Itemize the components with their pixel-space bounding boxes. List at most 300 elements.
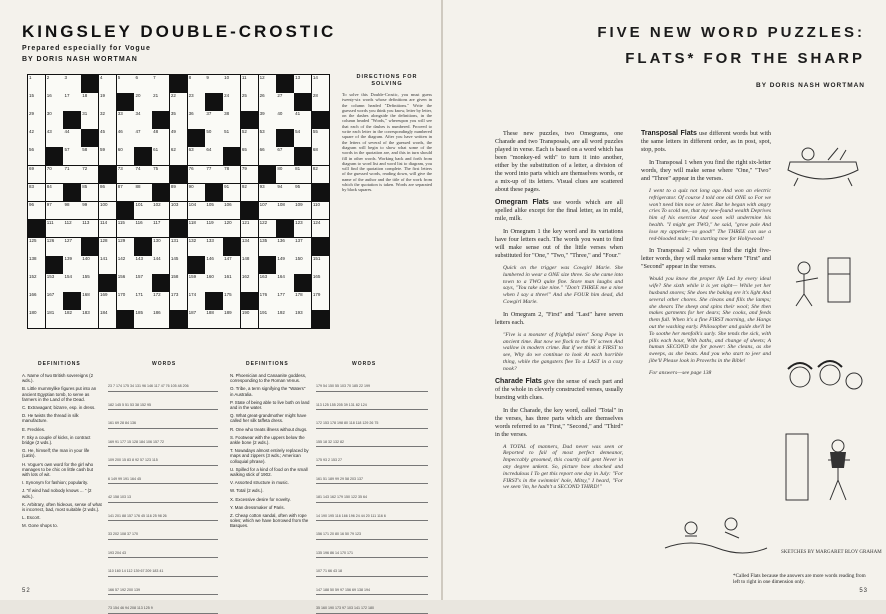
left-page <box>0 0 441 610</box>
grid-square-number: 47 <box>135 129 141 135</box>
grid-square[interactable] <box>205 310 222 328</box>
grid-square-number: 151 <box>312 256 321 262</box>
grid-square[interactable] <box>46 166 63 184</box>
grid-square[interactable] <box>223 184 240 202</box>
grid-square-number: 51 <box>224 129 230 135</box>
grid-square[interactable] <box>223 93 240 111</box>
grid-square[interactable] <box>223 274 240 292</box>
word-answer-line[interactable]: 181 143 162 179 150 122 35 64 <box>316 484 428 503</box>
grid-square[interactable] <box>276 166 293 184</box>
grid-square[interactable] <box>259 111 276 129</box>
grid-square[interactable] <box>28 256 45 274</box>
grid-square[interactable] <box>170 202 187 220</box>
grid-square[interactable] <box>294 292 311 310</box>
grid-square-number: 49 <box>170 129 176 135</box>
grid-black-square <box>152 274 169 292</box>
grid-square[interactable] <box>28 184 45 202</box>
grid-square-number: 65 <box>241 147 247 153</box>
grid-square[interactable] <box>117 147 134 165</box>
grid-square[interactable] <box>312 147 329 165</box>
grid-square-number: 191 <box>259 310 268 316</box>
grid-square-number: 176 <box>259 292 268 298</box>
grid-square[interactable] <box>223 111 240 129</box>
grid-square-number: 178 <box>295 292 303 298</box>
grid-square[interactable] <box>259 184 276 202</box>
definition-item: V. Assorted structure in music. <box>230 480 289 486</box>
grid-square[interactable] <box>276 202 293 220</box>
article-title-line1: FIVE NEW WORD PUZZLES: <box>597 24 865 41</box>
grid-square-number: 180 <box>29 310 37 316</box>
grid-square[interactable] <box>205 256 222 274</box>
grid-square-number: 75 <box>153 165 159 171</box>
grid-square-number: 183 <box>82 310 90 316</box>
grid-square-number: 76 <box>188 165 194 171</box>
grid-square[interactable] <box>205 111 222 129</box>
word-answer-line[interactable]: 172 153 178 198 80 118 118 129 26 75 <box>316 410 428 429</box>
grid-square-number: 15 <box>29 93 35 99</box>
words-header-a: WORDS <box>152 361 177 367</box>
grid-square[interactable] <box>241 166 258 184</box>
grid-square[interactable] <box>152 292 169 310</box>
grid-square[interactable] <box>63 274 80 292</box>
grid-square[interactable] <box>241 75 258 93</box>
grid-square[interactable] <box>46 220 63 238</box>
grid-square-number: 63 <box>188 147 194 153</box>
grid-square[interactable] <box>134 256 151 274</box>
word-answer-line[interactable]: 161 51 189 99 29 58 203 137 <box>316 466 428 485</box>
grid-square-number: 39 <box>259 111 265 117</box>
grid-square[interactable] <box>241 129 258 147</box>
grid-square-number: 99 <box>82 201 88 207</box>
grid-square[interactable] <box>134 166 151 184</box>
grid-square[interactable] <box>241 220 258 238</box>
grid-square[interactable] <box>63 310 80 328</box>
grid-square[interactable] <box>241 184 258 202</box>
grid-square-number: 193 <box>295 310 303 316</box>
grid-square[interactable] <box>117 75 134 93</box>
grid-square-number: 22 <box>170 93 176 99</box>
article-column-1 <box>495 130 623 496</box>
grid-square[interactable] <box>46 292 63 310</box>
grid-square[interactable] <box>63 129 80 147</box>
grid-square[interactable] <box>259 93 276 111</box>
words-list-b <box>316 373 428 614</box>
grid-square[interactable] <box>81 202 98 220</box>
grid-square[interactable] <box>134 274 151 292</box>
grid-square[interactable] <box>152 129 169 147</box>
grid-square[interactable] <box>223 292 240 310</box>
grid-square[interactable] <box>46 129 63 147</box>
grid-square[interactable] <box>223 75 240 93</box>
grid-square[interactable] <box>294 166 311 184</box>
grid-square[interactable] <box>312 129 329 147</box>
grid-square[interactable] <box>223 202 240 220</box>
word-answer-line[interactable]: 73 154 46 94 208 113 125 9 <box>108 595 218 614</box>
grid-square[interactable] <box>134 292 151 310</box>
grid-square[interactable] <box>223 256 240 274</box>
grid-square[interactable] <box>205 238 222 256</box>
grid-square[interactable] <box>117 274 134 292</box>
grid-square[interactable] <box>205 129 222 147</box>
grid-square[interactable] <box>276 274 293 292</box>
grid-square[interactable] <box>223 220 240 238</box>
grid-square[interactable] <box>134 75 151 93</box>
puzzle-subtitle: Prepared especially for Vogue <box>22 45 151 52</box>
grid-square[interactable] <box>188 184 205 202</box>
grid-square-number: 162 <box>241 274 250 280</box>
grid-square[interactable] <box>99 310 116 328</box>
intro-paragraph: These new puzzles, two Omegrams, one Charade and two Transposals, are all word puzzles played in verse. Each is based on a word which has been "monkey-ed with" to turn it into another, either by the substitution of a letter, a division of the word into parts which are themselves words, or a mix-up of its letters. Visual clues are scattered about these pages. <box>495 130 623 193</box>
grid-square[interactable] <box>117 111 134 129</box>
grid-square[interactable] <box>152 238 169 256</box>
grid-square[interactable] <box>28 111 45 129</box>
word-answer-line[interactable]: 161 69 28 84 136 <box>108 410 218 429</box>
grid-square-number: 137 <box>295 238 303 244</box>
grid-square[interactable] <box>46 75 63 93</box>
grid-square-number: 53 <box>259 129 265 135</box>
grid-square[interactable] <box>294 202 311 220</box>
grid-square[interactable] <box>63 93 80 111</box>
word-answer-line[interactable]: 35 160 190 173 97 103 141 172 180 <box>316 595 428 614</box>
grid-square[interactable] <box>117 129 134 147</box>
word-answer-line[interactable]: 33 202 108 37 170 <box>108 521 218 540</box>
word-answer-line[interactable]: 6 149 99 191 164 45 <box>108 466 218 485</box>
grid-square[interactable] <box>170 256 187 274</box>
grid-square[interactable] <box>81 292 98 310</box>
grid-square[interactable] <box>276 238 293 256</box>
grid-square-number: 109 <box>295 201 303 207</box>
definition-item: W. Total (2 wds.). <box>230 488 264 494</box>
grid-square[interactable] <box>46 111 63 129</box>
grid-square[interactable] <box>188 93 205 111</box>
grid-square[interactable] <box>152 93 169 111</box>
grid-square[interactable] <box>170 238 187 256</box>
grid-square[interactable] <box>188 166 205 184</box>
grid-square[interactable] <box>99 129 116 147</box>
grid-square[interactable] <box>312 75 329 93</box>
grid-square[interactable] <box>241 310 258 328</box>
word-answer-line[interactable]: 182 145 5 51 53 38 152 95 <box>108 392 218 411</box>
grid-square[interactable] <box>28 166 45 184</box>
grid-square[interactable] <box>99 75 116 93</box>
grid-square[interactable] <box>152 166 169 184</box>
grid-square[interactable] <box>170 147 187 165</box>
grid-square[interactable] <box>99 256 116 274</box>
grid-square[interactable] <box>99 220 116 238</box>
grid-square[interactable] <box>81 111 98 129</box>
sketch-credit: SKETCHES BY MARGARET BLOY GRAHAM <box>781 550 882 555</box>
grid-square[interactable] <box>170 274 187 292</box>
grid-square[interactable] <box>134 220 151 238</box>
grid-square[interactable] <box>241 147 258 165</box>
grid-square-number: 104 <box>188 201 197 207</box>
grid-square[interactable] <box>223 310 240 328</box>
grid-square[interactable] <box>205 202 222 220</box>
grid-square[interactable] <box>117 238 134 256</box>
word-answer-line[interactable]: 42 158 103 13 <box>108 484 218 503</box>
grid-square[interactable] <box>152 147 169 165</box>
grid-square[interactable] <box>81 93 98 111</box>
grid-square[interactable] <box>276 93 293 111</box>
grid-square[interactable] <box>259 147 276 165</box>
grid-square[interactable] <box>241 93 258 111</box>
grid-square[interactable] <box>152 220 169 238</box>
grid-square-number: 94 <box>277 183 283 189</box>
grid-square[interactable] <box>81 256 98 274</box>
grid-square-number: 42 <box>29 129 35 135</box>
grid-square[interactable] <box>205 166 222 184</box>
grid-square[interactable] <box>188 147 205 165</box>
grid-square[interactable] <box>134 184 151 202</box>
grid-square[interactable] <box>188 111 205 129</box>
grid-square[interactable] <box>188 292 205 310</box>
grid-square[interactable] <box>117 184 134 202</box>
grid-square[interactable] <box>63 202 80 220</box>
grid-square-number: 148 <box>241 256 250 262</box>
definition-item: T. Nowadays almost entirely replaced by maps and zippers (3 wds.; American colloquial phrase). <box>230 448 309 464</box>
grid-square[interactable] <box>294 238 311 256</box>
grid-square[interactable] <box>259 238 276 256</box>
grid-square[interactable] <box>294 256 311 274</box>
word-answer-line[interactable]: 169 91 177 15 128 184 106 157 72 <box>108 429 218 448</box>
grid-square[interactable] <box>312 202 329 220</box>
grid-square[interactable] <box>241 238 258 256</box>
grid-square[interactable] <box>205 147 222 165</box>
grid-square-number: 187 <box>188 310 197 316</box>
grid-square-number: 103 <box>170 201 179 207</box>
grid-square[interactable] <box>312 256 329 274</box>
grid-black-square <box>63 184 80 202</box>
grid-square[interactable] <box>170 111 187 129</box>
grid-square[interactable] <box>46 202 63 220</box>
grid-square[interactable] <box>46 184 63 202</box>
grid-square[interactable] <box>188 75 205 93</box>
grid-square[interactable] <box>259 292 276 310</box>
grid-square[interactable] <box>134 111 151 129</box>
grid-square-number: 116 <box>135 219 143 225</box>
grid-square[interactable] <box>152 202 169 220</box>
grid-square[interactable] <box>312 166 329 184</box>
word-answer-line[interactable]: 23 7 174 175 34 131 96 146 117 47 76 105 48 206 <box>108 373 218 392</box>
grid-square[interactable] <box>63 220 80 238</box>
grid-square-number: 172 <box>153 292 161 298</box>
grid-square[interactable] <box>188 202 205 220</box>
grid-square[interactable] <box>99 238 116 256</box>
grid-square-number: 86 <box>99 183 105 189</box>
grid-square[interactable] <box>28 274 45 292</box>
omegram-text: use words which are all spelled alike except for the final letter, as in mild, mile, milk. <box>495 199 623 222</box>
grid-square[interactable] <box>294 310 311 328</box>
omegram-section <box>495 199 623 223</box>
grid-square[interactable] <box>205 274 222 292</box>
grid-square[interactable] <box>152 75 169 93</box>
grid-square-number: 143 <box>135 256 143 262</box>
grid-square-number: 135 <box>259 238 268 244</box>
grid-square[interactable] <box>259 202 276 220</box>
grid-square[interactable] <box>294 75 311 93</box>
grid-square[interactable] <box>276 292 293 310</box>
grid-square[interactable] <box>276 310 293 328</box>
grid-black-square <box>241 202 258 220</box>
grid-square[interactable] <box>134 202 151 220</box>
grid-square[interactable] <box>46 238 63 256</box>
grid-square[interactable] <box>28 238 45 256</box>
word-answer-line[interactable]: 175 93 2 153 27 <box>316 447 428 466</box>
grid-square[interactable] <box>188 220 205 238</box>
grid-square[interactable] <box>223 166 240 184</box>
grid-square-number: 149 <box>277 256 285 262</box>
grid-square[interactable] <box>276 184 293 202</box>
grid-square[interactable] <box>312 274 329 292</box>
grid-square[interactable] <box>28 75 45 93</box>
grid-square[interactable] <box>152 310 169 328</box>
grid-square-number: 87 <box>117 183 123 189</box>
words-list-a <box>108 373 218 614</box>
grid-square[interactable] <box>259 310 276 328</box>
grid-square[interactable] <box>81 184 98 202</box>
grid-square-number: 56 <box>29 147 35 153</box>
grid-square[interactable] <box>46 310 63 328</box>
grid-square[interactable] <box>205 75 222 93</box>
omegram2-paragraph: In Omegram 2, "First" and "Last" have seven letters each. <box>495 310 623 326</box>
words-header-b: WORDS <box>352 361 377 367</box>
grid-square[interactable] <box>259 220 276 238</box>
grid-square[interactable] <box>294 129 311 147</box>
grid-square-number: 52 <box>241 129 247 135</box>
grid-square[interactable] <box>134 310 151 328</box>
grid-square[interactable] <box>28 147 45 165</box>
grid-square[interactable] <box>63 75 80 93</box>
grid-square[interactable] <box>134 93 151 111</box>
grid-square[interactable] <box>81 220 98 238</box>
grid-square[interactable] <box>46 93 63 111</box>
grid-square[interactable] <box>63 238 80 256</box>
grid-square[interactable] <box>241 256 258 274</box>
grid-square[interactable] <box>152 256 169 274</box>
grid-square[interactable] <box>117 292 134 310</box>
word-answer-line[interactable]: 156 171 20 80 16 50 79 123 <box>316 521 428 540</box>
grid-square[interactable] <box>63 256 80 274</box>
grid-square[interactable] <box>259 75 276 93</box>
grid-square[interactable] <box>170 184 187 202</box>
grid-square[interactable] <box>241 274 258 292</box>
grid-square[interactable] <box>117 256 134 274</box>
grid-square[interactable] <box>188 238 205 256</box>
grid-square[interactable] <box>170 93 187 111</box>
grid-square[interactable] <box>188 310 205 328</box>
grid-square-number: 5 <box>117 75 121 80</box>
grid-square[interactable] <box>81 166 98 184</box>
grid-square[interactable] <box>28 202 45 220</box>
grid-square[interactable] <box>276 111 293 129</box>
grid-square[interactable] <box>294 184 311 202</box>
word-answer-line[interactable]: 107 71 66 43 18 <box>316 558 428 577</box>
grid-square[interactable] <box>223 129 240 147</box>
grid-square[interactable] <box>312 292 329 310</box>
grid-square[interactable] <box>259 129 276 147</box>
grid-square[interactable] <box>259 274 276 292</box>
grid-square-number: 120 <box>224 219 232 225</box>
word-answer-line[interactable]: 113 125 155 205 39 131 82 124 <box>316 392 428 411</box>
grid-square[interactable] <box>99 202 116 220</box>
grid-square[interactable] <box>99 147 116 165</box>
grid-square-number: 190 <box>241 310 250 316</box>
grid-square[interactable] <box>28 292 45 310</box>
grid-square[interactable] <box>28 129 45 147</box>
grid-square[interactable] <box>117 166 134 184</box>
grid-square[interactable] <box>117 220 134 238</box>
grid-square[interactable] <box>99 93 116 111</box>
grid-square[interactable] <box>188 274 205 292</box>
grid-square[interactable] <box>205 220 222 238</box>
grid-square[interactable] <box>99 292 116 310</box>
word-answer-line[interactable]: 14 190 195 116 166 196 24 44 20 111 116 6 <box>316 503 428 522</box>
grid-square[interactable] <box>28 93 45 111</box>
grid-square[interactable] <box>63 166 80 184</box>
grid-square-number: 128 <box>99 238 108 244</box>
grid-square-number: 117 <box>153 219 161 225</box>
grid-square-number: 152 <box>29 274 37 280</box>
grid-square[interactable] <box>81 147 98 165</box>
grid-square[interactable] <box>63 147 80 165</box>
grid-black-square <box>63 292 80 310</box>
grid-square-number: 173 <box>170 292 179 298</box>
grid-square-number: 34 <box>135 111 141 117</box>
grid-square-number: 32 <box>99 111 105 117</box>
grid-square[interactable] <box>99 184 116 202</box>
word-answer-line[interactable]: 110 160 14 112 139 67 209 183 41 <box>108 558 218 577</box>
word-answer-line[interactable]: 193 204 43 <box>108 540 218 559</box>
grid-square[interactable] <box>99 111 116 129</box>
grid-black-square <box>46 256 63 274</box>
grid-square[interactable] <box>276 256 293 274</box>
grid-square[interactable] <box>312 93 329 111</box>
word-answer-line[interactable]: 166 57 192 200 139 <box>108 577 218 596</box>
grid-square[interactable] <box>46 274 63 292</box>
word-answer-line[interactable]: 109 200 15 83 8 92 57 123 115 <box>108 447 218 466</box>
grid-square-number: 4 <box>99 75 103 80</box>
grid-square[interactable] <box>170 292 187 310</box>
definition-item: D. He twists the thread in silk manufacture. <box>22 413 79 424</box>
grid-square[interactable] <box>134 129 151 147</box>
definition-item: N. Phoenician and Canaanite goddess, corresponding to the Roman Venus. <box>230 373 307 384</box>
word-answer-line[interactable]: 141 201 88 157 176 45 116 25 98 26 <box>108 503 218 522</box>
grid-black-square <box>276 129 293 147</box>
grid-square-number: 159 <box>188 274 197 280</box>
omegram1-paragraph: In Omegram 1 the key word and its variations have four letters each. The words you want to find will make sense out of the little verses when substituted for "One," "Two," "Three," and "Four." <box>495 228 623 259</box>
grid-square[interactable] <box>294 111 311 129</box>
grid-square-number: 20 <box>135 93 141 99</box>
grid-square-number: 62 <box>170 147 176 153</box>
grid-square[interactable] <box>294 220 311 238</box>
grid-square[interactable] <box>28 310 45 328</box>
grid-square[interactable] <box>312 220 329 238</box>
grid-square-number: 82 <box>312 165 318 171</box>
grid-black-square <box>170 220 187 238</box>
word-answer-line[interactable]: 135 196 86 14 170 171 <box>316 540 428 559</box>
definitions-list-b <box>230 373 310 532</box>
grid-square[interactable] <box>81 310 98 328</box>
definition-item: Z. Cheap cotton sandal, often with rope soles; which we have borrowed from the Basques. <box>230 513 309 529</box>
grid-square[interactable] <box>170 129 187 147</box>
word-answer-line[interactable]: 179 54 150 55 103 70 185 22 199 <box>316 373 428 392</box>
grid-black-square <box>223 238 240 256</box>
grid-square[interactable] <box>276 147 293 165</box>
footnote: *Called Flats because the answers are more words reading from left to right in one dimension only. <box>733 573 866 586</box>
grid-square[interactable] <box>81 274 98 292</box>
word-answer-line[interactable]: 155 18 32 132 82 <box>316 429 428 448</box>
word-answer-line[interactable]: 147 188 50 59 97 156 69 138 194 <box>316 577 428 596</box>
